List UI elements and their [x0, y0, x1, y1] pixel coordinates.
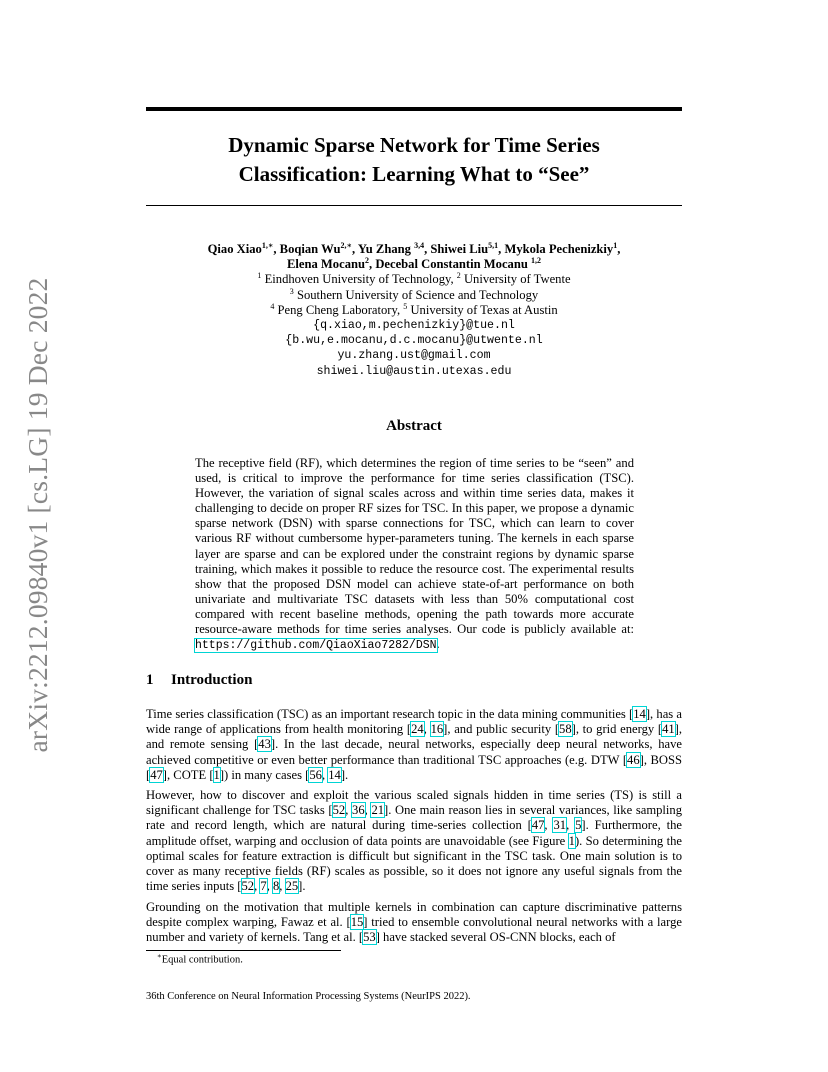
citation-link[interactable]: 24 — [411, 722, 424, 737]
citation-link[interactable]: 7 — [260, 879, 267, 894]
email-line: yu.zhang.ust@gmail.com — [337, 349, 491, 363]
footnote-rule — [146, 950, 341, 951]
citation-link[interactable]: 52 — [332, 803, 346, 818]
abstract-heading: Abstract — [386, 418, 442, 434]
figure-reference-link[interactable]: 1 — [568, 833, 575, 848]
title-line-2: Classification: Learning What to “See” — [238, 162, 590, 186]
footnote: ∗Equal contribution. — [157, 952, 243, 966]
citation-link[interactable]: 25 — [285, 879, 299, 894]
citation-link[interactable]: 56 — [309, 767, 322, 782]
intro-paragraph-3: Grounding on the motivation that multiple kernels in combination can capture discriminative patterns despite complex warping, Fawaz et al. [15] tried to ensemble convolutional neural networks with a large number and variety of kernels. Tang et al. [53] have stacked several OS-CNN blocks, each of — [146, 900, 683, 945]
citation-link[interactable]: 21 — [371, 803, 385, 818]
email-line: {q.xiao,m.pechenizkiy}@tue.nl — [313, 319, 515, 333]
citation-link[interactable]: 43 — [258, 737, 271, 752]
email-line: shiwei.liu@austin.utexas.edu — [316, 364, 512, 378]
citation-link[interactable]: 41 — [662, 722, 675, 737]
email-line: {b.wu,e.mocanu,d.c.mocanu}@utwente.nl — [285, 334, 543, 348]
citation-link[interactable]: 14 — [328, 767, 341, 782]
top-rule — [146, 107, 682, 111]
citation-link[interactable]: 36 — [352, 803, 365, 818]
affiliation-line-2: $^3$ Southern University of Science and Technology — [289, 286, 539, 302]
abstract-body: The receptive field (RF), which determines the region of time series to be “seen” and used, is critical to improve the performance for time series classification (TSC). However, the variation of signal scales across and within time series data, makes it challenging to decide on proper RF sizes for TSC. In this paper, we propose a dynamic sparse network (DSN) with sparse connections for TSC, which can learn to cover various RF without cumbersome hyper-parameters tuning. The kernels in each sparse layer are sparse and can be explored under the constraint regions by dynamic sparse training, which makes it possible to reduce the resource cost. The experimental results show that the proposed DSN model can achieve state-of-art performance on both univariate and multivariate TSC datasets with less than 50% computational cost compared with recent baseline methods, opening the path towards more accurate resource-aware methods for time series analyses. Our code is publicly available at: https://github.com/QiaoXiao7282/DSN. — [195, 456, 634, 653]
intro-paragraph-2: However, how to discover and exploit the various scaled signals hidden in time series (TS) is still a significant challenge for TSC tasks [52, 36, 21]. One main reason lies in several variances, like sampling rate and record length, which are natural during time-series collection [47, 31, 5]. Furthermore, the amplitude offset, warping and occlusion of data points are unavoidable (see Figure 1). So determining the optimal scales for feature extraction is difficult but significant in the TSC task. One main solution is to cover as many receptive fields (RF) scales as possible, so it does not ignore any useful signals from the time series inputs [52, 7, 8, 25]. — [146, 788, 683, 894]
affiliation-line-1: $^1$ Eindhoven University of Technology, $^2$ University of Twente — [257, 271, 571, 287]
author-list-line-2: Elena Mocanu$^2$, Decebal Constantin Mocanu $^{1,2}$ — [286, 256, 541, 272]
title-line-1: Dynamic Sparse Network for Time Series — [228, 133, 600, 157]
citation-link[interactable]: 47 — [150, 767, 163, 782]
code-repository-link[interactable]: https://github.com/QiaoXiao7282/DSN — [195, 639, 437, 653]
citation-link[interactable]: 52 — [241, 879, 255, 894]
citation-link[interactable]: 47 — [531, 818, 545, 833]
intro-paragraph-1: Time series classification (TSC) as an important research topic in the data mining communities [14], has a wide range of applications from health monitoring [24, 16], and public security [58], to grid energy [41], and remote sensing [43]. In the last decade, neural networks, especially deep neural networks, have achieved competitive or even better performance than traditional TSC approaches (e.g. DTW [46], BOSS [47], COTE [1]) in many cases [56, 14]. — [146, 707, 683, 782]
affiliation-line-3: $^4$ Peng Cheng Laboratory, $^5$ University of Texas at Austin — [270, 301, 558, 317]
citation-link[interactable]: 15 — [350, 915, 364, 930]
author-block — [146, 242, 682, 379]
citation-link[interactable]: 1 — [213, 767, 220, 782]
citation-link[interactable]: 53 — [363, 930, 376, 945]
arxiv-identifier-stamp: arXiv:2212.09840v1 [cs.LG] 19 Dec 2022 — [22, 276, 53, 753]
citation-link[interactable]: 31 — [553, 818, 567, 833]
citation-link[interactable]: 16 — [430, 722, 444, 737]
conference-notice: 36th Conference on Neural Information Processing Systems (NeurIPS 2022). — [146, 991, 471, 1002]
citation-link[interactable]: 5 — [575, 818, 582, 833]
paper-title — [146, 131, 682, 189]
citation-link[interactable]: 8 — [272, 879, 280, 894]
section-heading-introduction: 1 Introduction — [146, 672, 253, 688]
title-rule — [146, 205, 682, 206]
citation-link[interactable]: 58 — [559, 722, 572, 737]
citation-link[interactable]: 46 — [627, 752, 640, 767]
citation-link[interactable]: 14 — [633, 707, 646, 721]
author-list-line-1: Qiao Xiao$^{1,∗}$, Boqian $Wu^{2,∗}$, Yu Zhang $^{3,4}$, Shiwei Liu$^{5,1}$, Mykola Pechenizkiy$^1$, — [207, 240, 621, 256]
